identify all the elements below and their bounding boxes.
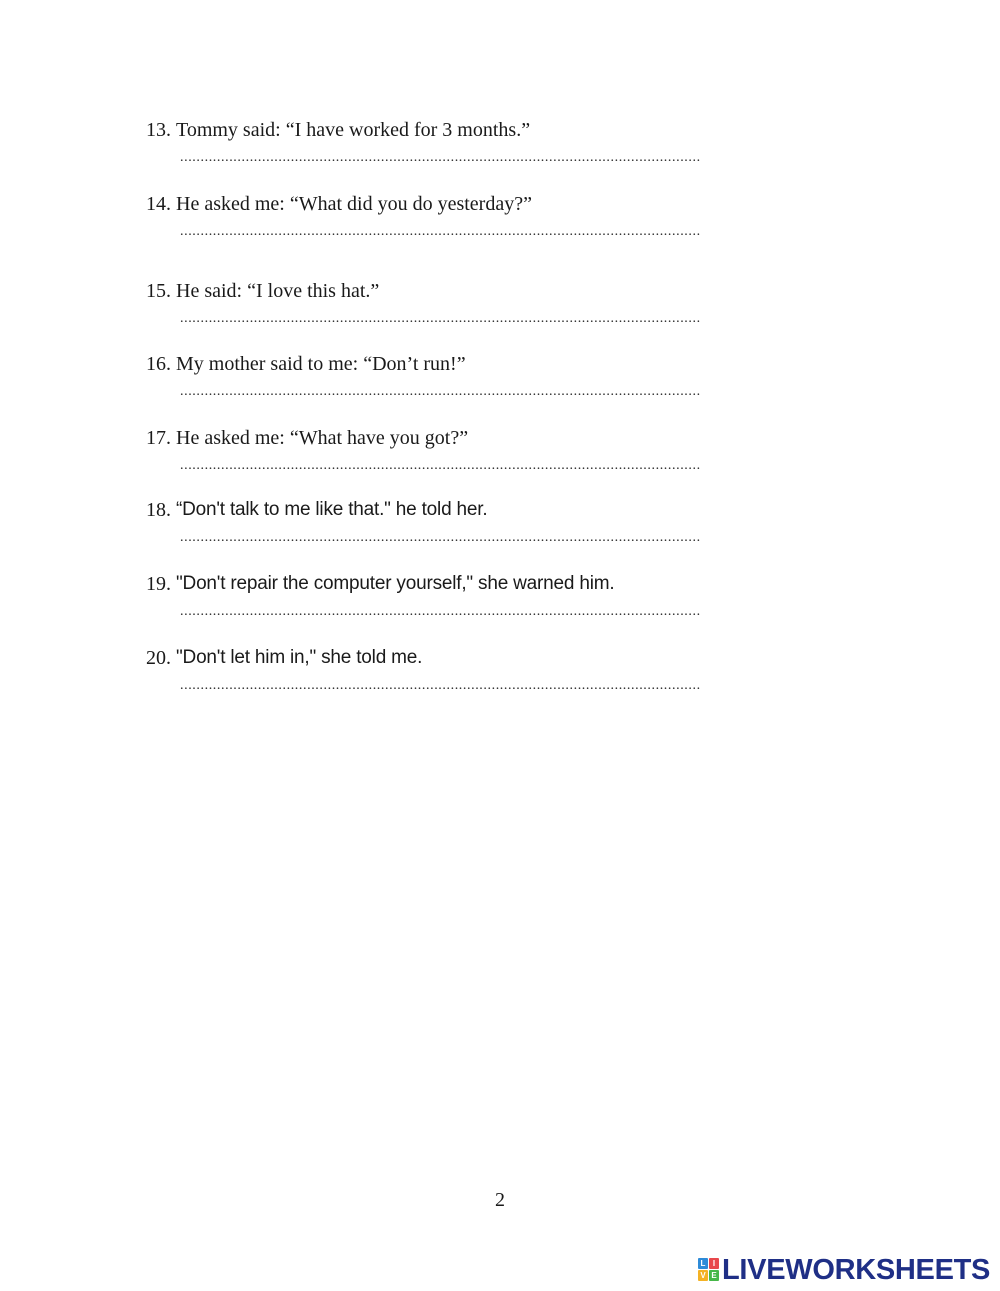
item-number: 17.: [146, 427, 171, 449]
item-number: 13.: [146, 119, 171, 141]
item-number: 16.: [146, 353, 171, 375]
answer-line[interactable]: ...............................................................................................................................: [180, 384, 701, 399]
answer-line[interactable]: ...............................................................................................................................: [180, 150, 701, 165]
brand-name: LIVEWORKSHEETS: [722, 1254, 991, 1286]
item-prompt: He said: “I love this hat.”: [176, 280, 380, 302]
exercise-item-14: [146, 192, 826, 262]
exercise-item-17: [146, 426, 826, 496]
logo-tile-v: V: [698, 1270, 708, 1281]
answer-line[interactable]: ...............................................................................................................................: [180, 678, 701, 693]
item-prompt: My mother said to me: “Don’t run!”: [176, 353, 466, 375]
logo-tile-l: L: [698, 1258, 708, 1269]
answer-line[interactable]: ...............................................................................................................................: [180, 224, 701, 239]
liveworksheets-brand: [698, 1255, 990, 1285]
exercise-item-20: [146, 646, 826, 716]
item-prompt: Tommy said: “I have worked for 3 months.”: [176, 119, 531, 141]
liveworksheets-logo-icon: [698, 1258, 720, 1282]
page-number: 2: [495, 1189, 505, 1211]
item-prompt: He asked me: “What have you got?”: [176, 427, 469, 449]
item-number: 18.: [146, 499, 171, 521]
item-prompt: “Don't talk to me like that." he told her.: [176, 499, 488, 520]
exercise-item-16: [146, 352, 826, 422]
item-number: 20.: [146, 647, 171, 669]
item-prompt: "Don't let him in," she told me.: [176, 647, 423, 668]
answer-line[interactable]: ...............................................................................................................................: [180, 311, 701, 326]
logo-tile-i: I: [709, 1258, 719, 1269]
item-number: 14.: [146, 193, 171, 215]
exercise-item-19: [146, 572, 826, 642]
item-number: 15.: [146, 280, 171, 302]
logo-tile-e: E: [709, 1270, 719, 1281]
exercise-item-18: [146, 498, 826, 568]
item-prompt: He asked me: “What did you do yesterday?”: [176, 193, 532, 215]
answer-line[interactable]: ...............................................................................................................................: [180, 458, 701, 473]
item-prompt: "Don't repair the computer yourself," she warned him.: [176, 573, 615, 594]
answer-line[interactable]: ...............................................................................................................................: [180, 604, 701, 619]
exercise-item-15: [146, 279, 826, 349]
exercise-item-13: [146, 118, 826, 188]
answer-line[interactable]: ...............................................................................................................................: [180, 530, 701, 545]
item-number: 19.: [146, 573, 171, 595]
